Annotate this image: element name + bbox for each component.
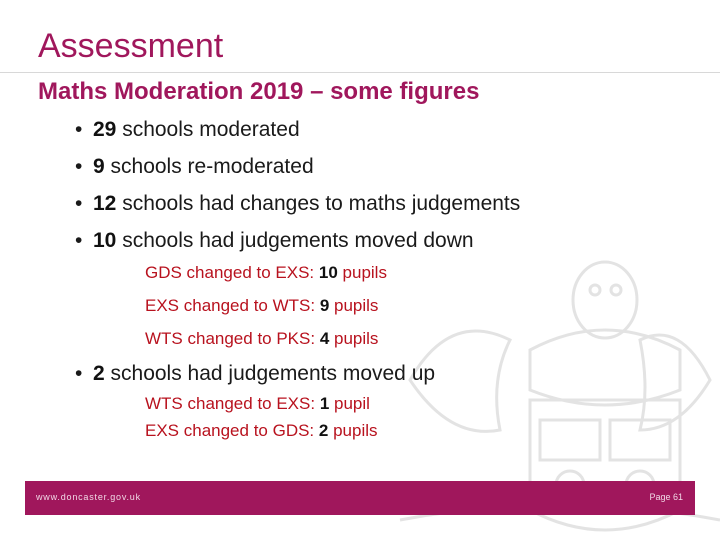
list-item: • 2 schools had judgements moved up [75,362,436,385]
title-divider [0,72,720,73]
bullet-icon: • [75,118,83,141]
bullet-icon: • [75,362,83,385]
list-item: • 29 schools moderated [75,118,300,141]
page-subtitle: Maths Moderation 2019 – some figures [38,78,480,105]
down-change-item: GDS changed to EXS: 10 pupils [145,263,387,282]
bullet-icon: • [75,155,83,178]
footer-website-link[interactable]: www.doncaster.gov.uk [36,492,141,502]
bullet-icon: • [75,229,83,252]
down-change-item: WTS changed to PKS: 4 pupils [145,329,379,348]
footer-bar [25,481,695,515]
list-item: • 10 schools had judgements moved down [75,229,474,252]
up-change-item: WTS changed to EXS: 1 pupil [145,394,370,413]
up-change-item: EXS changed to GDS: 2 pupils [145,421,378,440]
bullet-icon: • [75,192,83,215]
list-item: • 9 schools re-moderated [75,155,314,178]
list-item: • 12 schools had changes to maths judgements [75,192,521,215]
page-number: Page 61 [649,492,683,502]
down-change-item: EXS changed to WTS: 9 pupils [145,296,379,315]
page-title: Assessment [38,27,224,65]
